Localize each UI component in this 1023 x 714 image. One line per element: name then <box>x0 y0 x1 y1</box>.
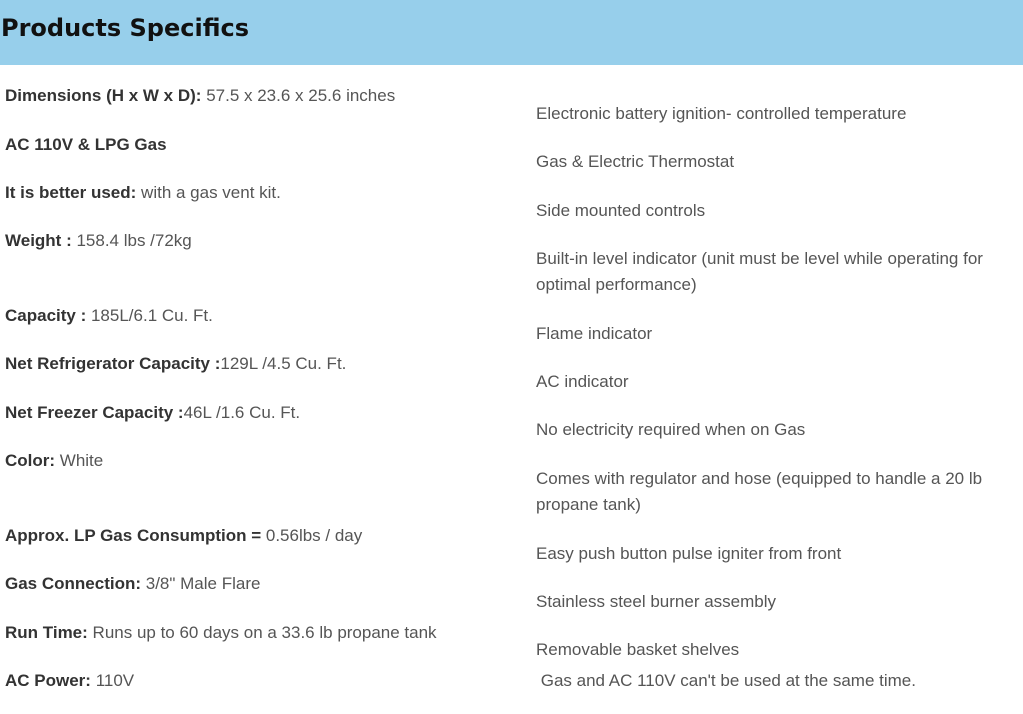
feature-item: Comes with regulator and hose (equipped to handle a 20 lb propane tank) <box>536 469 983 514</box>
spec-color <box>5 448 103 474</box>
spec-power-type <box>5 132 167 158</box>
spec-value: 0.56lbs / day <box>261 526 363 545</box>
spec-usage <box>5 180 281 206</box>
spec-label: Weight : <box>5 231 72 250</box>
spec-value: White <box>55 451 104 470</box>
spec-gas-consumption <box>5 523 362 549</box>
spec-value: 46L /1.6 Cu. Ft. <box>183 403 301 422</box>
feature-item: Flame indicator <box>536 324 653 343</box>
spec-gas-connection <box>5 571 260 597</box>
spec-weight <box>5 228 192 254</box>
feature-item: Stainless steel burner assembly <box>536 592 777 611</box>
feature-item: Gas and AC 110V can't be used at the same time. <box>536 671 916 690</box>
spec-label: AC 110V & LPG Gas <box>5 135 167 154</box>
spec-value: 129L /4.5 Cu. Ft. <box>220 354 347 373</box>
spec-refrigerator-capacity <box>5 351 346 377</box>
page-title: Products Specifics <box>1 14 250 42</box>
spec-label: AC Power: <box>5 671 91 690</box>
spec-label: Net Freezer Capacity : <box>5 403 184 422</box>
spec-ac-power <box>5 668 134 694</box>
spec-label: Net Refrigerator Capacity : <box>5 354 221 373</box>
spec-value: with a gas vent kit. <box>136 183 281 202</box>
feature-item: Built-in level indicator (unit must be level while operating for optimal performance) <box>536 249 983 294</box>
feature-item: Gas & Electric Thermostat <box>536 152 735 171</box>
spec-label: Capacity : <box>5 306 87 325</box>
spec-label: Color: <box>5 451 56 470</box>
spec-value: 158.4 lbs /72kg <box>71 231 192 250</box>
section-header <box>0 0 1023 65</box>
spec-freezer-capacity <box>5 400 300 426</box>
feature-item: AC indicator <box>536 372 629 391</box>
spec-run-time <box>5 620 437 646</box>
spec-value: 57.5 x 23.6 x 25.6 inches <box>201 86 396 105</box>
spec-label: It is better used: <box>5 183 137 202</box>
spec-value: 110V <box>90 671 135 690</box>
spec-label: Run Time: <box>5 623 88 642</box>
spec-value: 3/8" Male Flare <box>141 574 261 593</box>
spec-label: Dimensions (H x W x D): <box>5 86 202 105</box>
spec-label: Gas Connection: <box>5 574 142 593</box>
feature-item: Side mounted controls <box>536 201 706 220</box>
spec-dimensions <box>5 83 395 109</box>
spec-label: Approx. LP Gas Consumption = <box>5 526 262 545</box>
feature-item: No electricity required when on Gas <box>536 420 806 439</box>
feature-item: Electronic battery ignition- controlled temperature <box>536 104 907 123</box>
spec-capacity <box>5 303 213 329</box>
spec-value: Runs up to 60 days on a 33.6 lb propane tank <box>87 623 437 642</box>
spec-value: 185L/6.1 Cu. Ft. <box>86 306 213 325</box>
feature-item: Removable basket shelves <box>536 640 740 659</box>
feature-item: Easy push button pulse igniter from front <box>536 544 842 563</box>
